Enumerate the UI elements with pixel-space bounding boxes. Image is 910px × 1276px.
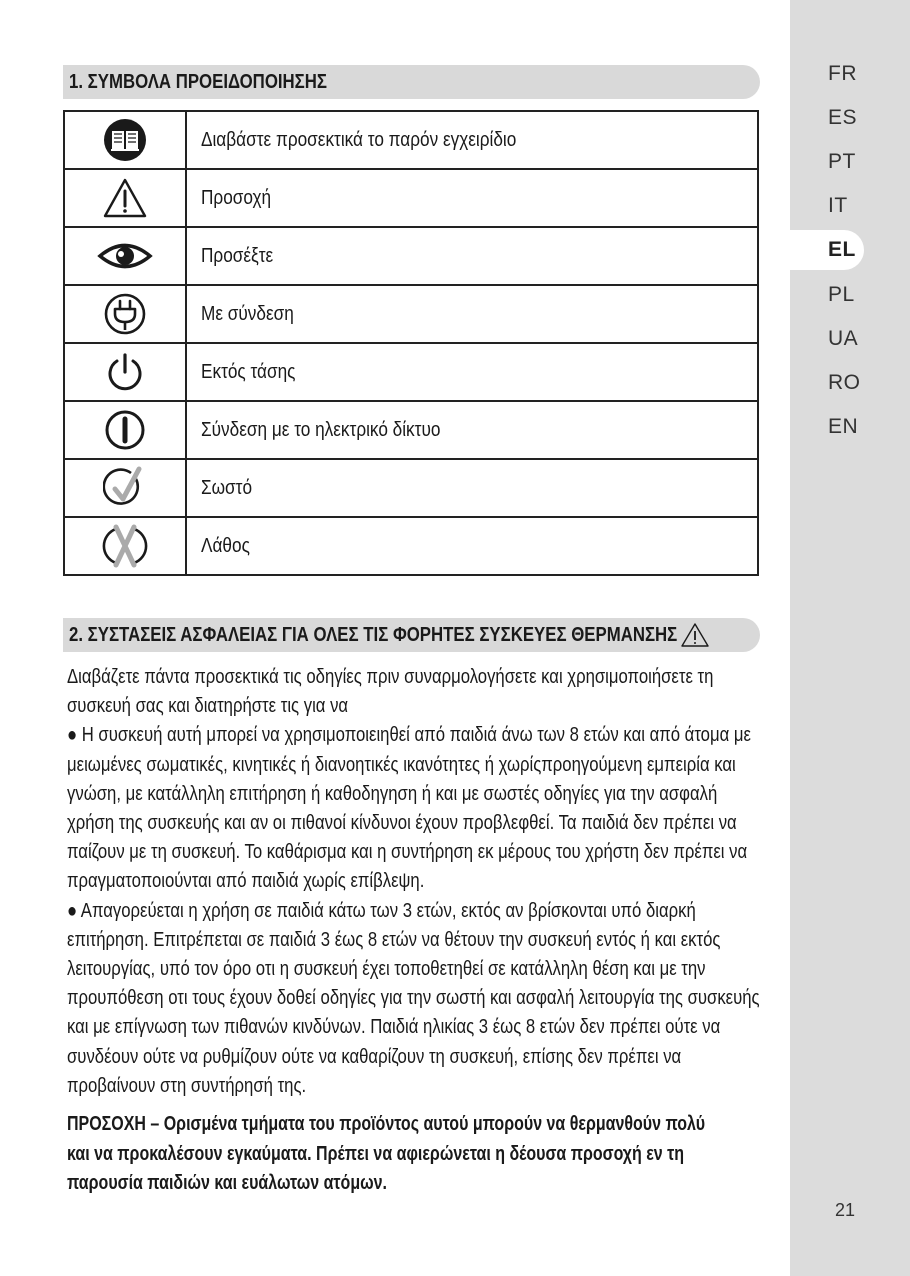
lang-tab-es[interactable]: ES — [828, 106, 858, 129]
lang-tab-pl[interactable]: PL — [828, 283, 855, 306]
table-row — [64, 169, 758, 227]
section-2-header — [63, 618, 760, 652]
symbol-label-cell — [186, 517, 758, 575]
section-1-header — [63, 65, 760, 99]
page-number: 21 — [835, 1200, 856, 1220]
power-on-icon — [103, 408, 147, 452]
symbol-label-cell — [186, 401, 758, 459]
lang-tab-ro[interactable]: RO — [828, 371, 861, 394]
symbol-label: Με σύνδεση — [201, 302, 294, 325]
book-icon — [102, 117, 148, 163]
bullet-paragraph: ● Απαγορεύεται η χρήση σε παιδιά κάτω των 3 ετών, εκτός αν βρίσκονται υπό διαρκή επιτήρηση. Επιτρέπεται σε παιδιά 3 έως 8 ετών να θέτουν την συσκευή εντός ή και εκτός λειτουργίας, υπό τον όρο οτι η συσκευή έχει τοποθετηθεί σε κατάλληλη θέση και με την προυπόθεση οτι τους έχουν δοθεί οδηγίες για την σωστή και ασφαλή λειτουργία της συσκευής και με επίγνωση των πιθανών κινδύνων. Παιδιά ηλικίας 3 έως 8 ετών δεν πρέπει ούτε να συνδέουν ούτε να ρυθμίζουν ούτε να καθαρίζουν τη συσκευή, επίσης δεν πρέπει να προβαίνουν στη συντήρησή της. — [67, 899, 760, 1097]
table-row — [64, 343, 758, 401]
table-row — [64, 459, 758, 517]
intro-paragraph: Διαβάζετε πάντα προσεκτικά τις οδηγίες πριν συναρμολογήσετε και χρησιμοποιήσετε τη συσκευή σας και διατηρήστε τις για να — [67, 666, 714, 718]
symbol-label: Προσοχή — [201, 186, 272, 209]
lang-tab-el[interactable]: EL — [790, 230, 864, 270]
table-row — [64, 517, 758, 575]
safety-instructions — [67, 663, 760, 1101]
warning-paragraph: ΠΡΟΣΟΧΗ – Ορισμένα τμήματα του προϊόντος αυτού μπορούν να θερμανθούν πολύ και να προκαλέσουν εγκαύματα. Πρέπει να αφιερώνεται η δέουσα προσοχή εν τη παρουσία παιδιών και ευάλωτων ατόμων. — [67, 1113, 705, 1194]
bullet-paragraph: ● Η συσκευή αυτή μπορεί να χρησιμοποιειηθεί από παιδιά άνω των 8 ετών και από άτομα με μειωμένες σωματικές, κινητικές ή διανοητικές ικανότητες ή χωρίςπροηγούμενη εμπειρία και γνώση, με κατάλληλη επιτήρηση ή καθοδηγηση ή και με σωστές οδηγίες για την ασφαλή χρήση της συσκευής και αν οι πιθανοί κίνδυνοι έχουν προβλεφθεί. Τα παιδιά δεν πρέπει να παίζουν με τη συσκευή. Το καθάρισμα και η συντήρηση εκ μέρους του χρήστη δεν πρέπει να πραγματοποιούνται από παιδιά χωρίς επίβλεψη. — [67, 724, 751, 893]
symbol-label: Λάθος — [201, 534, 250, 557]
symbol-label-cell — [186, 459, 758, 517]
symbol-label-cell — [186, 227, 758, 285]
table-row — [64, 227, 758, 285]
symbol-icon-cell — [64, 285, 186, 343]
eye-icon — [97, 241, 153, 271]
symbol-icon-cell — [64, 401, 186, 459]
symbol-label-cell — [186, 285, 758, 343]
table-row — [64, 285, 758, 343]
symbol-label-cell — [186, 343, 758, 401]
power-off-icon — [103, 350, 147, 394]
symbol-label: Προσέξτε — [201, 244, 274, 267]
symbols-table — [63, 110, 759, 576]
lang-tab-en[interactable]: EN — [828, 415, 859, 438]
cross-icon — [102, 523, 148, 569]
symbol-label-cell — [186, 111, 758, 169]
section-1-title: 1. ΣΥΜΒΟΛΑ ΠΡΟΕΙΔΟΠΟΙΗΣΗΣ — [69, 71, 327, 93]
symbol-icon-cell — [64, 227, 186, 285]
symbol-label-cell — [186, 169, 758, 227]
symbol-label: Διαβάστε προσεκτικά το παρόν εγχειρίδιο — [201, 128, 517, 151]
symbol-label: Εκτός τάσης — [201, 360, 296, 383]
table-row — [64, 401, 758, 459]
lang-tab-pt[interactable]: PT — [828, 150, 856, 173]
section-2-title: 2. ΣΥΣΤΑΣΕΙΣ ΑΣΦΑΛΕΙΑΣ ΓΙΑ ΟΛΕΣ ΤΙΣ ΦΟΡΗΤΕΣ ΣΥΣΚΕΥΕΣ ΘΕΡΜΑΝΣΗΣ — [69, 624, 678, 646]
warning-triangle-icon — [680, 622, 710, 648]
symbol-label: Σωστό — [201, 476, 253, 499]
lang-tab-ua[interactable]: UA — [828, 327, 859, 350]
check-icon — [103, 465, 147, 511]
symbol-icon-cell — [64, 111, 186, 169]
symbol-label: Σύνδεση με το ηλεκτρικό δίκτυο — [201, 418, 441, 441]
symbol-icon-cell — [64, 169, 186, 227]
warning-triangle-icon — [102, 177, 148, 219]
lang-tab-it[interactable]: IT — [828, 194, 848, 217]
lang-tab-fr[interactable]: FR — [828, 62, 857, 85]
plug-icon — [103, 292, 147, 336]
symbol-icon-cell — [64, 343, 186, 401]
language-sidebar — [790, 0, 910, 1276]
symbol-icon-cell — [64, 517, 186, 575]
symbol-icon-cell — [64, 459, 186, 517]
table-row — [64, 111, 758, 169]
